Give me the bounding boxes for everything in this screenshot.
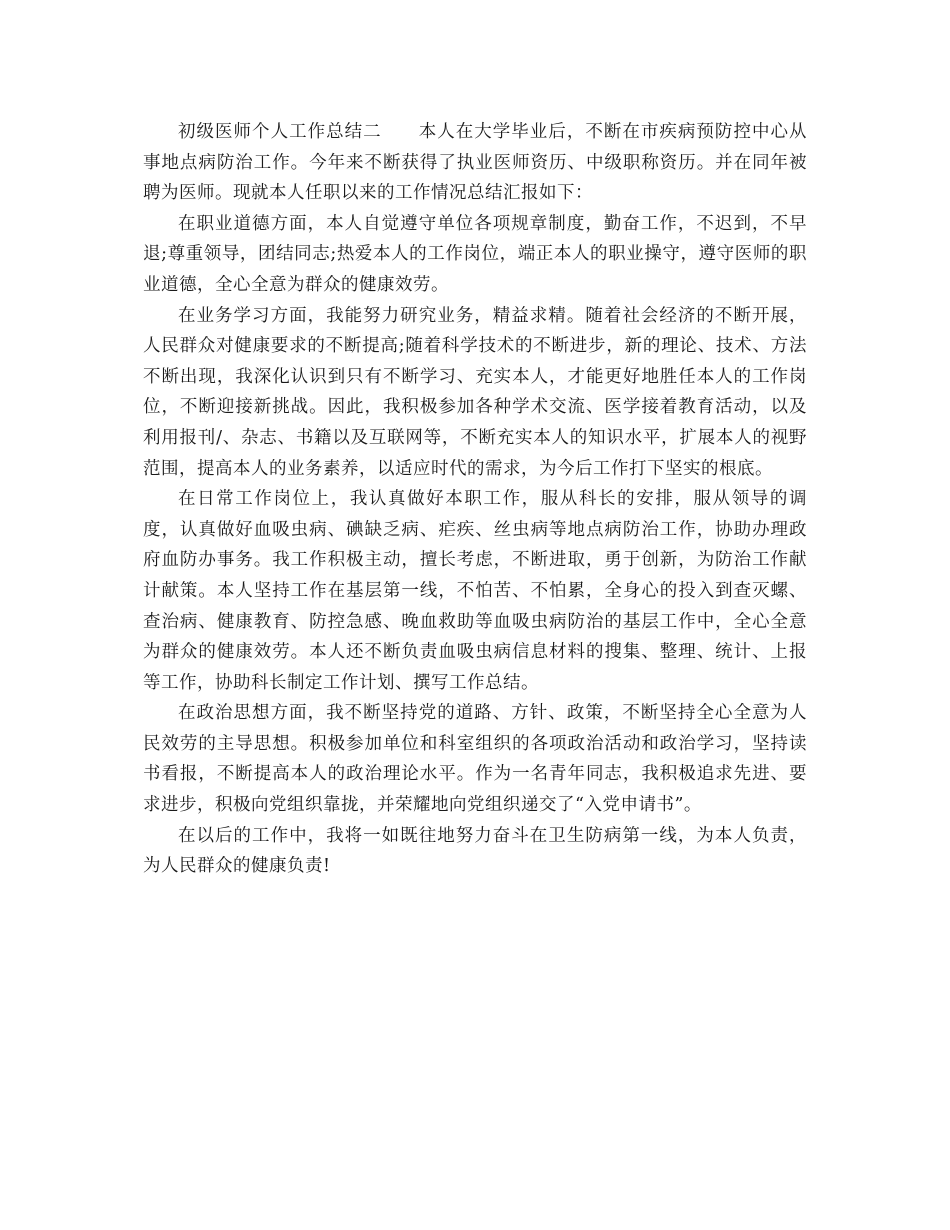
paragraph-conclusion: 在以后的工作中，我将一如既往地努力奋斗在卫生防病第一线，为本人负责，为人民群众的健康负责! (143, 825, 807, 877)
paragraph-professional-ethics: 在职业道德方面，本人自觉遵守单位各项规章制度，勤奋工作，不迟到，不早退;尊重领导，团结同志;热爱本人的工作岗位，端正本人的职业操守，遵守医师的职业道德，全心全意为群众的健康效劳。 (143, 213, 807, 295)
paragraph-political-thought: 在政治思想方面，我不断坚持党的道路、方针、政策，不断坚持全心全意为人民效劳的主导思想。积极参加单位和科室组织的各项政治活动和政治学习，坚持读书看报，不断提高本人的政治理论水平。作为一名青年同志，我积极追求先进、要求进步，积极向党组织靠拢，并荣耀地向党组织递交了“入党申请书”。 (143, 703, 807, 816)
paragraph-daily-work: 在日常工作岗位上，我认真做好本职工作，服从科长的安排，服从领导的调度，认真做好血吸虫病、碘缺乏病、疟疾、丝虫病等地点病防治工作，协助办理政府血防办事务。我工作积极主动，擅长考虑，不断进取，勇于创新，为防治工作献计献策。本人坚持工作在基层第一线，不怕苦、不怕累，全身心的投入到查灭螺、查治病、健康教育、防控急感、晚血救助等血吸虫病防治的基层工作中，全心全意为群众的健康效劳。本人还不断负责血吸虫病信息材料的搜集、整理、统计、上报等工作，协助科长制定工作计划、撰写工作总结。 (143, 489, 807, 693)
document-body (143, 117, 807, 882)
paragraph-intro: 初级医师个人工作总结二 本人在大学毕业后，不断在市疾病预防控中心从事地点病防治工作。今年来不断获得了执业医师资历、中级职称资历。并在同年被聘为医师。现就本人任职以来的工作情况总结汇报如下： (143, 122, 807, 204)
paragraph-professional-study: 在业务学习方面，我能努力研究业务，精益求精。随着社会经济的不断开展，人民群众对健康要求的不断提高;随着科学技术的不断进步，新的理论、技术、方法不断出现，我深化认识到只有不断学习、充实本人，才能更好地胜任本人的工作岗位，不断迎接新挑战。因此，我积极参加各种学术交流、医学接着教育活动，以及利用报刊/、杂志、书籍以及互联网等，不断充实本人的知识水平，扩展本人的视野范围，提高本人的业务素养，以适应时代的需求，为今后工作打下坚实的根底。 (143, 305, 807, 479)
